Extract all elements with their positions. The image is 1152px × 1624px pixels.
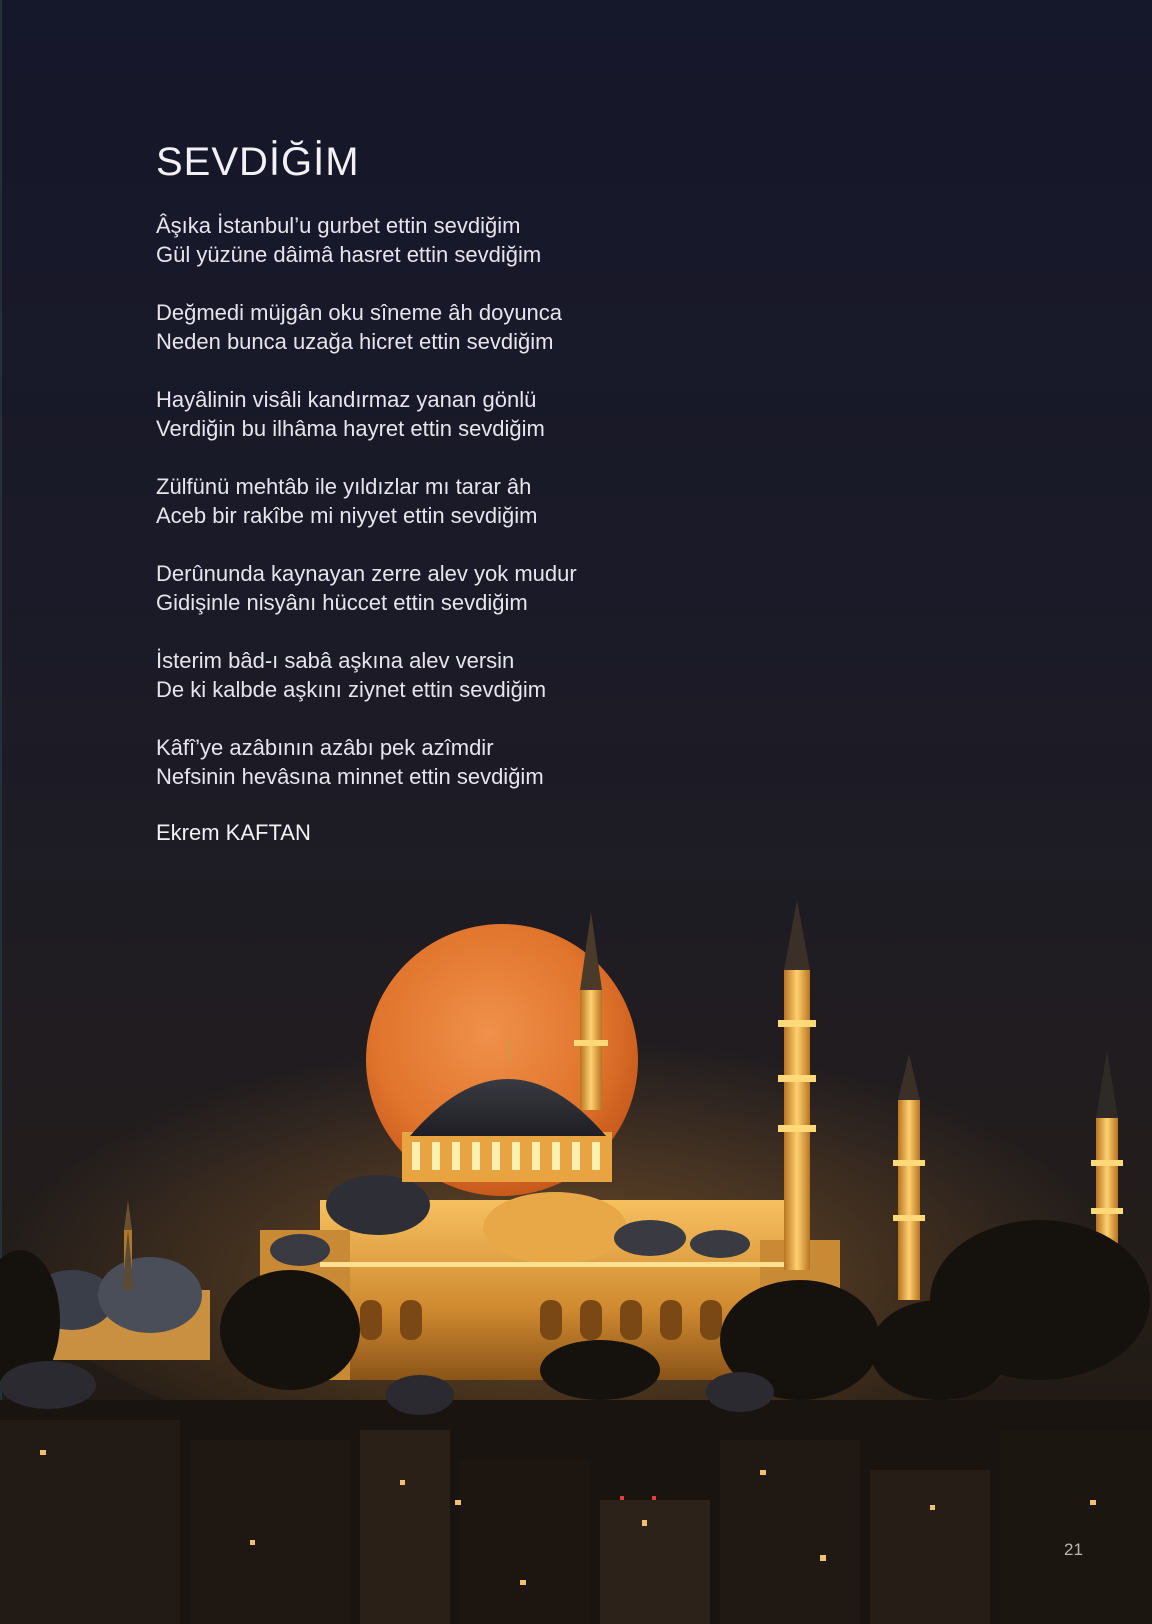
poem-line: Nefsinin hevâsına minnet ettin sevdiğim [156,764,544,789]
stanza [156,733,577,791]
page-number: 21 [1064,1540,1083,1559]
poem-line: Derûnunda kaynayan zerre alev yok mudur [156,561,577,586]
stanza [156,646,577,704]
poem-line: Kâfî’ye azâbının azâbı pek azîmdir [156,735,494,760]
poem-line: Gül yüzüne dâimâ hasret ettin sevdiğim [156,242,542,267]
poem [156,140,577,847]
poem-line: Âşıka İstanbul’u gurbet ettin sevdiğim [156,213,521,238]
poem-line: Gidişinle nisyânı hüccet ettin sevdiğim [156,590,528,615]
stanza [156,385,577,443]
poem-line: Değmedi müjgân oku sîneme âh doyunca [156,300,563,325]
poem-line: Zülfünü mehtâb ile yıldızlar mı tarar âh [156,474,532,499]
stanza [156,472,577,530]
stanza [156,298,577,356]
city-foreground [0,1361,1152,1624]
stanza [156,559,577,617]
poem-title: SEVDİĞİM [156,140,360,184]
poem-line: Hayâlinin visâli kandırmaz yanan gönlü [156,387,537,412]
poem-line: İsterim bâd-ı sabâ aşkına alev versin [156,648,515,673]
poem-author: Ekrem KAFTAN [156,820,311,845]
poem-line: Neden bunca uzağa hicret ettin sevdiğim [156,329,554,354]
poem-line: De ki kalbde aşkını ziynet ettin sevdiğim [156,677,547,702]
poem-line: Aceb bir rakîbe mi niyyet ettin sevdiğim [156,503,538,528]
stanza [156,211,577,269]
poem-line: Verdiğin bu ilhâma hayret ettin sevdiğim [156,416,545,441]
